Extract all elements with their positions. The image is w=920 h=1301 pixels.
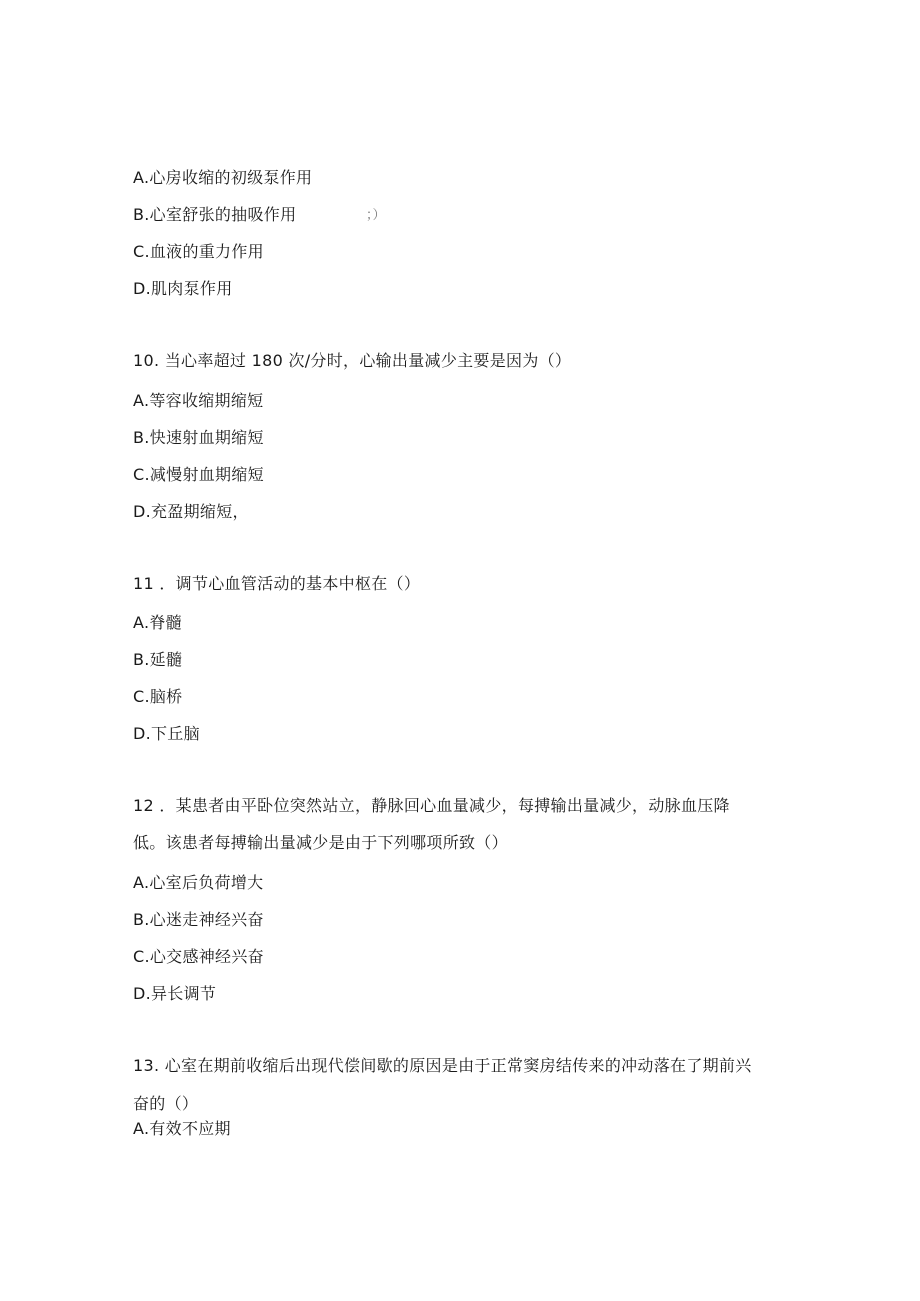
q9-option-d: D.肌肉泵作用 — [133, 279, 233, 298]
q10-option-c: C.减慢射血期缩短 — [133, 465, 264, 484]
q12-option-b: B.心迷走神经兴奋 — [133, 910, 264, 929]
q9-option-b: B.心室舒张的抽吸作用 — [133, 205, 297, 224]
q10-option-b: B.快速射血期缩短 — [133, 428, 264, 447]
q10-stem: 10. 当心率超过 180 次/分时，心输出量减少主要是因为（） — [133, 351, 572, 370]
q12-stem-line-2: 低。该患者每搏输出量减少是由于下列哪项所致（） — [133, 833, 508, 852]
q12-option-c: C.心交感神经兴奋 — [133, 947, 264, 966]
stray-mark: ；） — [366, 208, 386, 223]
q13-option-a: A.有效不应期 — [133, 1119, 231, 1138]
q10-option-d: D.充盈期缩短， — [133, 502, 249, 521]
q12-option-a: A.心室后负荷增大 — [133, 873, 264, 892]
q13-stem-line-1: 13. 心室在期前收缩后出现代偿间歇的原因是由于正常窦房结传来的冲动落在了期前兴 — [133, 1056, 752, 1075]
q10-option-a: A.等容收缩期缩短 — [133, 391, 264, 410]
q13-stem-line-2: 奋的（） — [133, 1094, 199, 1113]
q12-stem-line-1: 12 ．某患者由平卧位突然站立，静脉回心血量减少，每搏输出量减少，动脉血压降 — [133, 796, 730, 815]
q11-option-a: A.脊髓 — [133, 613, 182, 632]
q11-stem: 11 ．调节心血管活动的基本中枢在（） — [133, 574, 421, 593]
q11-option-d: D.下丘脑 — [133, 724, 200, 743]
q12-option-d: D.异长调节 — [133, 984, 217, 1003]
q11-option-c: C.脑桥 — [133, 687, 183, 706]
q9-option-a: A.心房收缩的初级泵作用 — [133, 168, 313, 187]
q9-option-c: C.血液的重力作用 — [133, 242, 264, 261]
q11-option-b: B.延髓 — [133, 650, 183, 669]
